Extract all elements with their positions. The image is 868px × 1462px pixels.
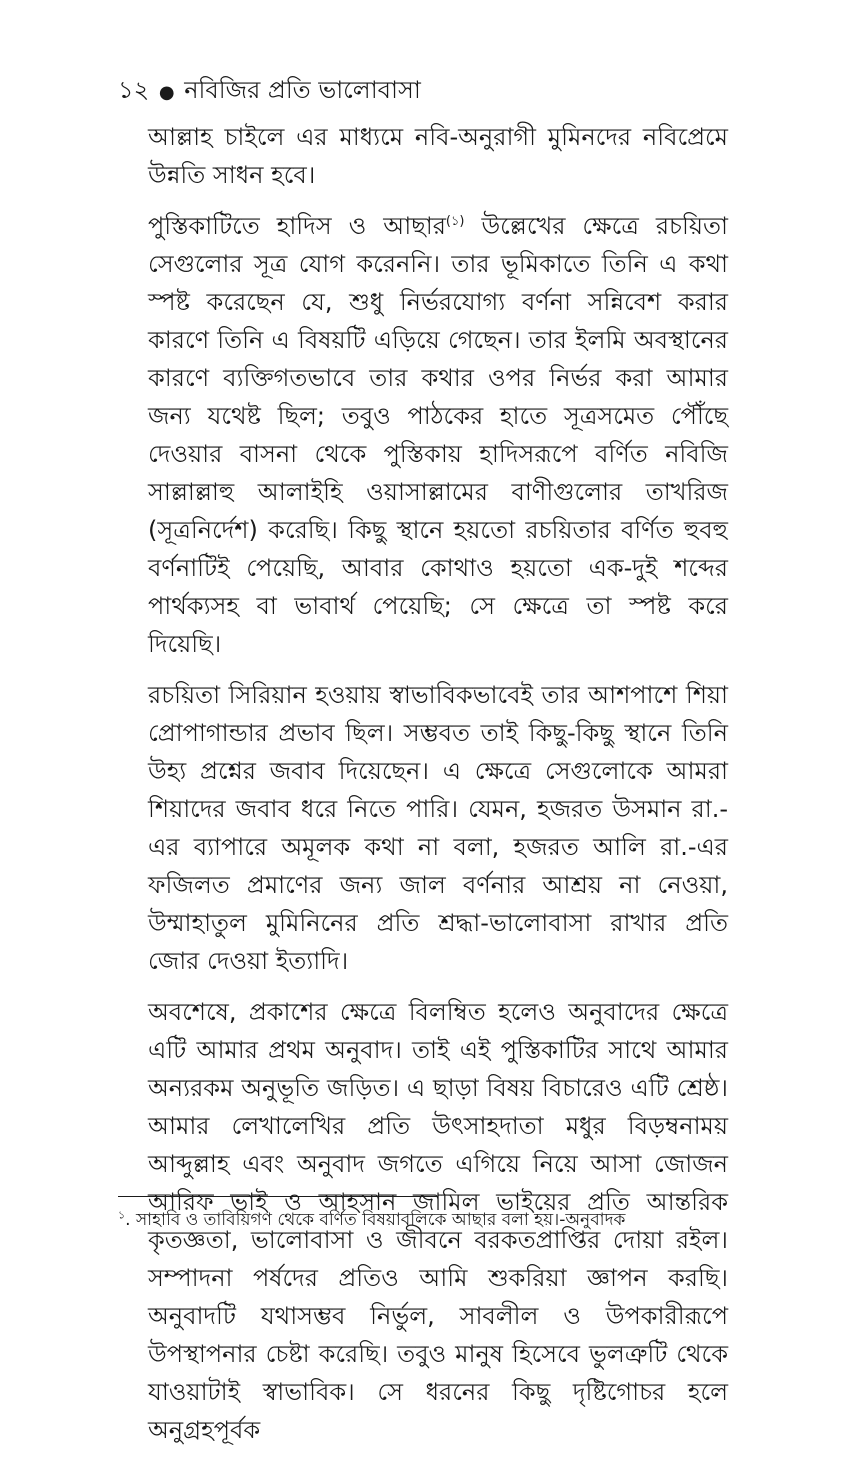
footnote-text: . সাহাবি ও তাবিয়িগণ থেকে বর্ণিত বিষয়াবলিকে আছার বলা হয়।-অনুবাদক — [125, 1210, 626, 1230]
footnote-marker: ১ — [118, 1208, 126, 1222]
footnote-reference[interactable]: (১) — [445, 214, 465, 229]
paragraph-1: আল্লাহ চাইলে এর মাধ্যমে নবি-অনুরাগী মুমিনদের নবিপ্রেমে উন্নতি সাধন হবে। — [148, 123, 728, 189]
page-number: ১২ — [118, 76, 150, 104]
footnote-divider — [118, 1196, 438, 1197]
paragraph-2-rest: উল্লেখের ক্ষেত্রে রচয়িতা সেগুলোর — [148, 212, 728, 278]
paragraph-2 — [148, 207, 728, 663]
header-bullet: ● — [158, 82, 175, 103]
paragraph-2-lead: পুস্তিকাটিতে হাদিস ও আছার — [148, 212, 446, 240]
paragraph-4: অবশেষে, প্রকাশের ক্ষেত্রে বিলম্বিত হলেও অনুবাদের ক্ষেত্রে এটি আমার প্রথম অনুবাদ। তাই এই পুস্তিকাটির সাথে আমার অন্যরকম অনুভূতি জড়িত। এ ছাড়া বিষয় বিচারেও এটি শ্রেষ্ঠ। আমার লেখালেখির প্রতি উৎসাহদাতা মধুর বিড়ম্বনাময় আব্দুল্লাহ এবং অনুবাদ জগতে এগিয়ে নিয়ে আসা জোজন আরিফ ভাই ও আহসান জামিল ভাইয়ের প্রতি আন্তরিক কৃতজ্ঞতা, ভালোবাসা ও জীবনে বরকতপ্রাপ্তির দোয়া রইল। সম্পাদনা পর্ষদের প্রতিও আমি শুকরিয়া জ্ঞাপন করছি। অনুবাদটি যথাসম্ভব নির্ভুল, সাবলীল ও উপকারীরূপে উপস্থাপনার চেষ্টা করেছি। তবুও মানুষ হিসেবে ভুলত্রুটি থেকে যাওয়াটাই স্বাভাবিক। সে ধরনের কিছু দৃষ্টিগোচর হলে অনুগ্রহপূর্বক — [148, 998, 728, 1444]
footnote — [118, 1206, 738, 1234]
running-header — [118, 70, 421, 113]
body-text — [148, 118, 728, 1462]
paragraph-3: রচয়িতা সিরিয়ান হওয়ায় স্বাভাবিকভাবেই তার আশপাশে শিয়া প্রোপাগান্ডার প্রভাব ছিল। সম্ভবত তাই কিছু-কিছু স্থানে তিনি উহ্য প্রশ্নের জবাব দিয়েছেন। এ ক্ষেত্রে সেগুলোকে আমরা শিয়াদের জবাব ধরে নিতে পারি। যেমন, হজরত উসমান রা.-এর ব্যাপারে অমূলক কথা না বলা, হজরত আলি রা.-এর ফজিলত প্রমাণের জন্য জাল বর্ণনার আশ্রয় না নেওয়া, উম্মাহাতুল মুমিনিনের প্রতি শ্রদ্ধা-ভালোবাসা রাখার প্রতি জোর দেওয়া ইত্যাদি। — [148, 681, 728, 975]
paragraph-2-body: সূত্র যোগ করেননি। তার ভূমিকাতে তিনি এ কথা স্পষ্ট করেছেন যে, শুধু নির্ভরযোগ্য বর্ণনা সন্নিবেশ করার কারণে তিনি এ বিষয়টি এড়িয়ে গেছেন। তার ইলমি অবস্থানের কারণে ব্যক্তিগতভাবে তার কথার ওপর নির্ভর করা আমার জন্য যথেষ্ট ছিল; তবুও পাঠকের হাতে সূত্রসমেত পৌঁছে দেওয়ার বাসনা থেকে পুস্তিকায় হাদিসরূপে বর্ণিত নবিজি সাল্লাল্লাহু আলাইহি ওয়াসাল্লামের বাণীগুলোর তাখরিজ (সূত্রনির্দেশ) করেছি। কিছু স্থানে হয়তো রচয়িতার বর্ণিত হুবহু বর্ণনাটিই পেয়েছি, আবার কোথাও হয়তো এক-দুই শব্দের পার্থক্যসহ বা ভাবার্থ পেয়েছি; সে ক্ষেত্রে তা স্পষ্ট করে দিয়েছি। — [148, 250, 728, 658]
book-title: নবিজির প্রতি ভালোবাসা — [184, 76, 421, 104]
